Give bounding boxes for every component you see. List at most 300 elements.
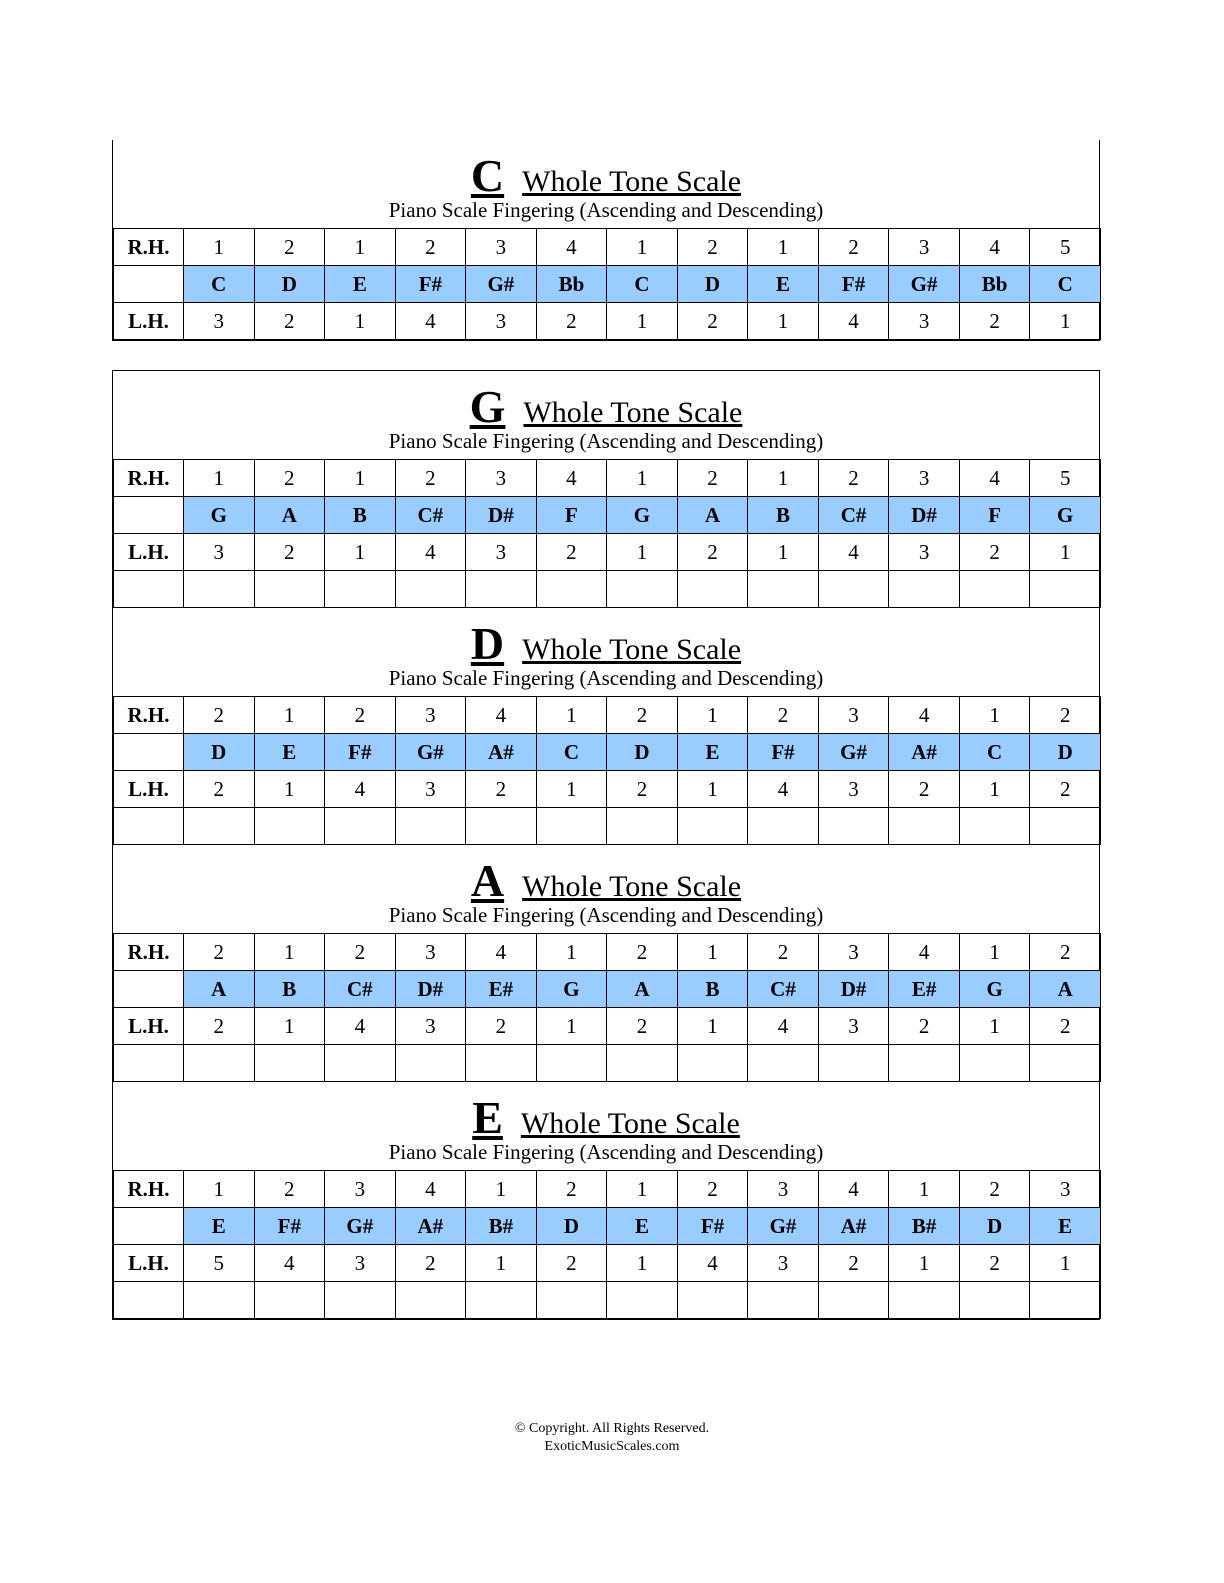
note-cell: D# bbox=[466, 497, 537, 534]
note-cell: E bbox=[254, 734, 325, 771]
note-cell: F# bbox=[254, 1208, 325, 1245]
lh-finger: 2 bbox=[959, 534, 1030, 571]
rh-finger: 1 bbox=[677, 697, 748, 734]
note-cell: F bbox=[959, 497, 1030, 534]
empty-cell bbox=[536, 571, 607, 608]
lh-finger: 1 bbox=[1030, 303, 1101, 340]
note-cell: F# bbox=[748, 734, 819, 771]
empty-cell bbox=[184, 808, 255, 845]
rh-finger: 1 bbox=[607, 460, 678, 497]
note-cell: A bbox=[677, 497, 748, 534]
note-cell: A# bbox=[818, 1208, 889, 1245]
note-cell: B bbox=[677, 971, 748, 1008]
empty-cell bbox=[677, 571, 748, 608]
lh-finger: 2 bbox=[395, 1245, 466, 1282]
notes-row bbox=[114, 497, 1101, 534]
empty-cell bbox=[959, 808, 1030, 845]
lh-finger: 2 bbox=[959, 1245, 1030, 1282]
lh-finger: 4 bbox=[818, 534, 889, 571]
empty-cell bbox=[607, 1045, 678, 1082]
lh-finger: 2 bbox=[607, 771, 678, 808]
lh-finger: 2 bbox=[959, 303, 1030, 340]
empty-cell bbox=[959, 1282, 1030, 1319]
rh-finger: 1 bbox=[254, 697, 325, 734]
rh-finger: 1 bbox=[748, 229, 819, 266]
lh-finger: 1 bbox=[748, 303, 819, 340]
lh-finger: 4 bbox=[748, 771, 819, 808]
note-cell: A# bbox=[889, 734, 960, 771]
lh-finger: 2 bbox=[184, 771, 255, 808]
empty-cell bbox=[677, 808, 748, 845]
rh-label: R.H. bbox=[114, 460, 184, 497]
scale-subtitle: Piano Scale Fingering (Ascending and Descending) bbox=[388, 429, 824, 453]
note-cell: D# bbox=[818, 971, 889, 1008]
empty-cell bbox=[395, 808, 466, 845]
scale-title-cell bbox=[113, 1082, 1099, 1170]
rh-finger: 1 bbox=[959, 934, 1030, 971]
rh-finger: 1 bbox=[184, 229, 255, 266]
empty-cell bbox=[395, 571, 466, 608]
scale-title-cell bbox=[113, 371, 1099, 459]
rh-finger: 2 bbox=[607, 934, 678, 971]
lh-finger: 2 bbox=[607, 1008, 678, 1045]
lh-finger: 2 bbox=[1030, 771, 1101, 808]
fingering-table bbox=[113, 696, 1101, 845]
scale-title bbox=[113, 855, 1099, 906]
empty-cell bbox=[395, 1045, 466, 1082]
lh-finger: 2 bbox=[889, 1008, 960, 1045]
note-cell: B# bbox=[466, 1208, 537, 1245]
empty-cell bbox=[959, 1045, 1030, 1082]
note-cell: F# bbox=[677, 1208, 748, 1245]
note-cell: G# bbox=[466, 266, 537, 303]
rh-finger: 2 bbox=[959, 1171, 1030, 1208]
rh-row bbox=[114, 460, 1101, 497]
rh-finger: 3 bbox=[889, 460, 960, 497]
scale-title-cell bbox=[113, 845, 1099, 933]
lh-finger: 4 bbox=[395, 303, 466, 340]
scale-subtitle: Piano Scale Fingering (Ascending and Descending) bbox=[388, 1140, 824, 1164]
rh-finger: 5 bbox=[1030, 229, 1101, 266]
lh-finger: 1 bbox=[677, 1008, 748, 1045]
note-cell: E# bbox=[889, 971, 960, 1008]
rh-finger: 2 bbox=[818, 229, 889, 266]
rh-finger: 4 bbox=[395, 1171, 466, 1208]
rh-finger: 1 bbox=[607, 229, 678, 266]
notes-label-empty bbox=[114, 497, 184, 534]
lh-finger: 4 bbox=[395, 534, 466, 571]
rh-finger: 1 bbox=[536, 934, 607, 971]
lh-finger: 2 bbox=[536, 303, 607, 340]
rh-row bbox=[114, 697, 1101, 734]
empty-cell bbox=[466, 571, 537, 608]
note-cell: D bbox=[959, 1208, 1030, 1245]
lh-finger: 1 bbox=[536, 771, 607, 808]
note-cell: C# bbox=[395, 497, 466, 534]
empty-cell bbox=[748, 808, 819, 845]
rh-finger: 3 bbox=[748, 1171, 819, 1208]
lh-finger: 5 bbox=[184, 1245, 255, 1282]
note-cell: F# bbox=[395, 266, 466, 303]
note-cell: B bbox=[748, 497, 819, 534]
note-cell: D bbox=[254, 266, 325, 303]
lh-finger: 4 bbox=[818, 303, 889, 340]
note-cell: D bbox=[536, 1208, 607, 1245]
note-cell: A# bbox=[466, 734, 537, 771]
rh-finger: 2 bbox=[395, 229, 466, 266]
empty-cell bbox=[1030, 571, 1101, 608]
empty-cell bbox=[1030, 1282, 1101, 1319]
fingering-table bbox=[113, 1170, 1101, 1319]
rh-finger: 1 bbox=[748, 460, 819, 497]
lh-finger: 2 bbox=[466, 771, 537, 808]
lh-finger: 1 bbox=[325, 303, 396, 340]
rh-finger: 4 bbox=[466, 697, 537, 734]
lh-finger: 2 bbox=[889, 771, 960, 808]
notes-label-empty bbox=[114, 971, 184, 1008]
lh-finger: 1 bbox=[254, 771, 325, 808]
rh-finger: 2 bbox=[254, 460, 325, 497]
rh-finger: 1 bbox=[677, 934, 748, 971]
rh-finger: 2 bbox=[607, 697, 678, 734]
note-cell: E bbox=[607, 1208, 678, 1245]
fingering-table bbox=[113, 459, 1101, 608]
lh-finger: 3 bbox=[818, 1008, 889, 1045]
lh-finger: 1 bbox=[607, 534, 678, 571]
lh-finger: 2 bbox=[254, 534, 325, 571]
empty-cell bbox=[818, 1045, 889, 1082]
rh-finger: 2 bbox=[536, 1171, 607, 1208]
rh-finger: 2 bbox=[184, 934, 255, 971]
empty-row bbox=[114, 1045, 1101, 1082]
note-cell: D# bbox=[395, 971, 466, 1008]
note-cell: E# bbox=[466, 971, 537, 1008]
scale-key: C bbox=[470, 150, 505, 201]
lh-finger: 1 bbox=[607, 303, 678, 340]
lh-label: L.H. bbox=[114, 1245, 184, 1282]
rh-label: R.H. bbox=[114, 1171, 184, 1208]
empty-cell bbox=[748, 1282, 819, 1319]
rh-finger: 1 bbox=[607, 1171, 678, 1208]
empty-cell bbox=[748, 1045, 819, 1082]
empty-cell bbox=[607, 808, 678, 845]
rh-finger: 3 bbox=[466, 229, 537, 266]
notes-row bbox=[114, 266, 1101, 303]
empty-cell bbox=[677, 1045, 748, 1082]
note-cell: E bbox=[677, 734, 748, 771]
rh-finger: 4 bbox=[536, 229, 607, 266]
empty-cell bbox=[959, 571, 1030, 608]
empty-cell bbox=[818, 571, 889, 608]
rh-finger: 3 bbox=[395, 934, 466, 971]
lh-finger: 2 bbox=[536, 1245, 607, 1282]
rh-finger: 4 bbox=[889, 697, 960, 734]
empty-cell bbox=[607, 1282, 678, 1319]
rh-finger: 4 bbox=[959, 229, 1030, 266]
empty-row bbox=[114, 1282, 1101, 1319]
lh-finger: 4 bbox=[748, 1008, 819, 1045]
scale-subtitle: Piano Scale Fingering (Ascending and Descending) bbox=[388, 903, 824, 927]
empty-cell bbox=[1030, 808, 1101, 845]
empty-cell bbox=[184, 571, 255, 608]
scale-name: Whole Tone Scale bbox=[520, 1107, 740, 1140]
scale-name: Whole Tone Scale bbox=[522, 165, 742, 198]
note-cell: G# bbox=[325, 1208, 396, 1245]
lh-finger: 1 bbox=[889, 1245, 960, 1282]
rh-finger: 2 bbox=[677, 229, 748, 266]
empty-cell bbox=[536, 1282, 607, 1319]
notes-row bbox=[114, 734, 1101, 771]
lh-finger: 2 bbox=[818, 1245, 889, 1282]
empty-cell bbox=[395, 1282, 466, 1319]
lh-finger: 2 bbox=[677, 303, 748, 340]
lh-finger: 2 bbox=[254, 303, 325, 340]
empty-cell bbox=[325, 1282, 396, 1319]
rh-finger: 2 bbox=[677, 460, 748, 497]
rh-finger: 3 bbox=[395, 697, 466, 734]
scale-key: G bbox=[469, 381, 506, 432]
note-cell: D# bbox=[889, 497, 960, 534]
note-cell: C bbox=[184, 266, 255, 303]
empty-cell bbox=[818, 1282, 889, 1319]
note-cell: A bbox=[1030, 971, 1101, 1008]
lh-finger: 2 bbox=[184, 1008, 255, 1045]
empty-cell bbox=[466, 1045, 537, 1082]
scale-name: Whole Tone Scale bbox=[523, 396, 743, 429]
lh-finger: 4 bbox=[254, 1245, 325, 1282]
notes-row bbox=[114, 971, 1101, 1008]
fingering-table bbox=[113, 228, 1101, 340]
note-cell: A# bbox=[395, 1208, 466, 1245]
note-cell: E bbox=[325, 266, 396, 303]
empty-cell bbox=[607, 571, 678, 608]
note-cell: F# bbox=[325, 734, 396, 771]
note-cell: A bbox=[184, 971, 255, 1008]
empty-cell bbox=[466, 808, 537, 845]
empty-cell bbox=[818, 808, 889, 845]
empty-cell bbox=[254, 808, 325, 845]
lh-finger: 3 bbox=[184, 303, 255, 340]
lh-finger: 3 bbox=[466, 534, 537, 571]
scale-subtitle: Piano Scale Fingering (Ascending and Descending) bbox=[388, 666, 824, 690]
note-cell: D bbox=[1030, 734, 1101, 771]
note-cell: B# bbox=[889, 1208, 960, 1245]
lh-finger: 3 bbox=[748, 1245, 819, 1282]
lh-finger: 3 bbox=[184, 534, 255, 571]
scale-title bbox=[113, 381, 1099, 432]
lh-label: L.H. bbox=[114, 1008, 184, 1045]
empty-cell bbox=[184, 1282, 255, 1319]
lh-finger: 1 bbox=[959, 1008, 1030, 1045]
scale-key: D bbox=[470, 618, 505, 669]
note-cell: G bbox=[607, 497, 678, 534]
note-cell: C# bbox=[748, 971, 819, 1008]
rh-finger: 5 bbox=[1030, 460, 1101, 497]
note-cell: G# bbox=[395, 734, 466, 771]
empty-cell bbox=[254, 571, 325, 608]
empty-cell bbox=[889, 571, 960, 608]
empty-cell bbox=[748, 571, 819, 608]
rh-finger: 2 bbox=[1030, 697, 1101, 734]
note-cell: G bbox=[959, 971, 1030, 1008]
scale-block-c bbox=[112, 140, 1100, 341]
lh-finger: 2 bbox=[1030, 1008, 1101, 1045]
lh-finger: 1 bbox=[1030, 1245, 1101, 1282]
empty-cell bbox=[114, 1282, 184, 1319]
empty-cell bbox=[325, 1045, 396, 1082]
lh-finger: 4 bbox=[325, 1008, 396, 1045]
empty-cell bbox=[254, 1045, 325, 1082]
rh-finger: 2 bbox=[184, 697, 255, 734]
lh-label: L.H. bbox=[114, 771, 184, 808]
rh-label: R.H. bbox=[114, 229, 184, 266]
scale-name: Whole Tone Scale bbox=[522, 633, 742, 666]
empty-row bbox=[114, 808, 1101, 845]
lh-finger: 3 bbox=[818, 771, 889, 808]
rh-finger: 2 bbox=[748, 934, 819, 971]
empty-cell bbox=[466, 1282, 537, 1319]
empty-cell bbox=[536, 1045, 607, 1082]
rh-finger: 1 bbox=[466, 1171, 537, 1208]
rh-finger: 2 bbox=[818, 460, 889, 497]
lh-finger: 3 bbox=[395, 1008, 466, 1045]
lh-finger: 3 bbox=[395, 771, 466, 808]
site-name: ExoticMusicScales.com bbox=[544, 1439, 680, 1454]
rh-finger: 1 bbox=[325, 460, 396, 497]
rh-finger: 4 bbox=[466, 934, 537, 971]
notes-label-empty bbox=[114, 734, 184, 771]
rh-finger: 1 bbox=[889, 1171, 960, 1208]
empty-cell bbox=[184, 1045, 255, 1082]
copyright-text: © Copyright. All Rights Reserved. bbox=[514, 1421, 710, 1436]
rh-finger: 3 bbox=[818, 934, 889, 971]
empty-row bbox=[114, 571, 1101, 608]
fingering-table bbox=[113, 933, 1101, 1082]
notes-label-empty bbox=[114, 266, 184, 303]
lh-finger: 2 bbox=[466, 1008, 537, 1045]
lh-finger: 2 bbox=[677, 534, 748, 571]
note-cell: D bbox=[607, 734, 678, 771]
rh-label: R.H. bbox=[114, 697, 184, 734]
note-cell: A bbox=[607, 971, 678, 1008]
lh-finger: 1 bbox=[607, 1245, 678, 1282]
empty-cell bbox=[677, 1282, 748, 1319]
scale-title-cell bbox=[113, 140, 1099, 228]
note-cell: C bbox=[959, 734, 1030, 771]
note-cell: B bbox=[325, 497, 396, 534]
rh-finger: 4 bbox=[536, 460, 607, 497]
notes-row bbox=[114, 1208, 1101, 1245]
note-cell: Bb bbox=[959, 266, 1030, 303]
rh-finger: 2 bbox=[1030, 934, 1101, 971]
empty-cell bbox=[1030, 1045, 1101, 1082]
scale-subtitle: Piano Scale Fingering (Ascending and Descending) bbox=[388, 198, 824, 222]
note-cell: A bbox=[254, 497, 325, 534]
lh-finger: 3 bbox=[889, 534, 960, 571]
rh-finger: 1 bbox=[536, 697, 607, 734]
rh-row bbox=[114, 229, 1101, 266]
lh-row bbox=[114, 1008, 1101, 1045]
note-cell: E bbox=[184, 1208, 255, 1245]
rh-finger: 3 bbox=[1030, 1171, 1101, 1208]
note-cell: G bbox=[1030, 497, 1101, 534]
scale-title bbox=[113, 1092, 1099, 1143]
scale-key: A bbox=[470, 855, 505, 906]
note-cell: E bbox=[1030, 1208, 1101, 1245]
scale-key: E bbox=[472, 1092, 503, 1143]
lh-label: L.H. bbox=[114, 534, 184, 571]
rh-finger: 1 bbox=[184, 1171, 255, 1208]
note-cell: G# bbox=[818, 734, 889, 771]
rh-row bbox=[114, 1171, 1101, 1208]
empty-cell bbox=[114, 1045, 184, 1082]
scale-name: Whole Tone Scale bbox=[522, 870, 742, 903]
rh-finger: 3 bbox=[889, 229, 960, 266]
empty-cell bbox=[889, 808, 960, 845]
lh-finger: 1 bbox=[677, 771, 748, 808]
note-cell: E bbox=[748, 266, 819, 303]
rh-finger: 4 bbox=[818, 1171, 889, 1208]
scale-block-group bbox=[112, 370, 1100, 1320]
rh-finger: 1 bbox=[254, 934, 325, 971]
lh-finger: 3 bbox=[325, 1245, 396, 1282]
empty-cell bbox=[114, 808, 184, 845]
note-cell: C# bbox=[818, 497, 889, 534]
lh-finger: 1 bbox=[325, 534, 396, 571]
notes-label-empty bbox=[114, 1208, 184, 1245]
lh-finger: 1 bbox=[1030, 534, 1101, 571]
rh-finger: 1 bbox=[184, 460, 255, 497]
rh-finger: 4 bbox=[889, 934, 960, 971]
rh-finger: 3 bbox=[466, 460, 537, 497]
rh-finger: 2 bbox=[254, 1171, 325, 1208]
lh-row bbox=[114, 771, 1101, 808]
scale-title bbox=[113, 618, 1099, 669]
note-cell: D bbox=[677, 266, 748, 303]
empty-cell bbox=[325, 808, 396, 845]
note-cell: G# bbox=[889, 266, 960, 303]
scale-title bbox=[113, 150, 1099, 201]
lh-finger: 2 bbox=[536, 534, 607, 571]
rh-finger: 2 bbox=[748, 697, 819, 734]
note-cell: G bbox=[536, 971, 607, 1008]
empty-cell bbox=[889, 1282, 960, 1319]
note-cell: F# bbox=[818, 266, 889, 303]
rh-finger: 2 bbox=[254, 229, 325, 266]
rh-finger: 1 bbox=[325, 229, 396, 266]
note-cell: B bbox=[254, 971, 325, 1008]
rh-finger: 3 bbox=[818, 697, 889, 734]
empty-cell bbox=[114, 571, 184, 608]
empty-cell bbox=[325, 571, 396, 608]
empty-cell bbox=[536, 808, 607, 845]
rh-label: R.H. bbox=[114, 934, 184, 971]
note-cell: C bbox=[607, 266, 678, 303]
lh-row bbox=[114, 303, 1101, 340]
rh-finger: 2 bbox=[325, 934, 396, 971]
rh-row bbox=[114, 934, 1101, 971]
note-cell: G bbox=[184, 497, 255, 534]
lh-finger: 1 bbox=[959, 771, 1030, 808]
empty-cell bbox=[254, 1282, 325, 1319]
note-cell: Bb bbox=[536, 266, 607, 303]
scale-title-cell bbox=[113, 608, 1099, 696]
rh-finger: 1 bbox=[959, 697, 1030, 734]
note-cell: C bbox=[536, 734, 607, 771]
lh-row bbox=[114, 534, 1101, 571]
lh-finger: 1 bbox=[536, 1008, 607, 1045]
page-footer bbox=[0, 1420, 1224, 1456]
